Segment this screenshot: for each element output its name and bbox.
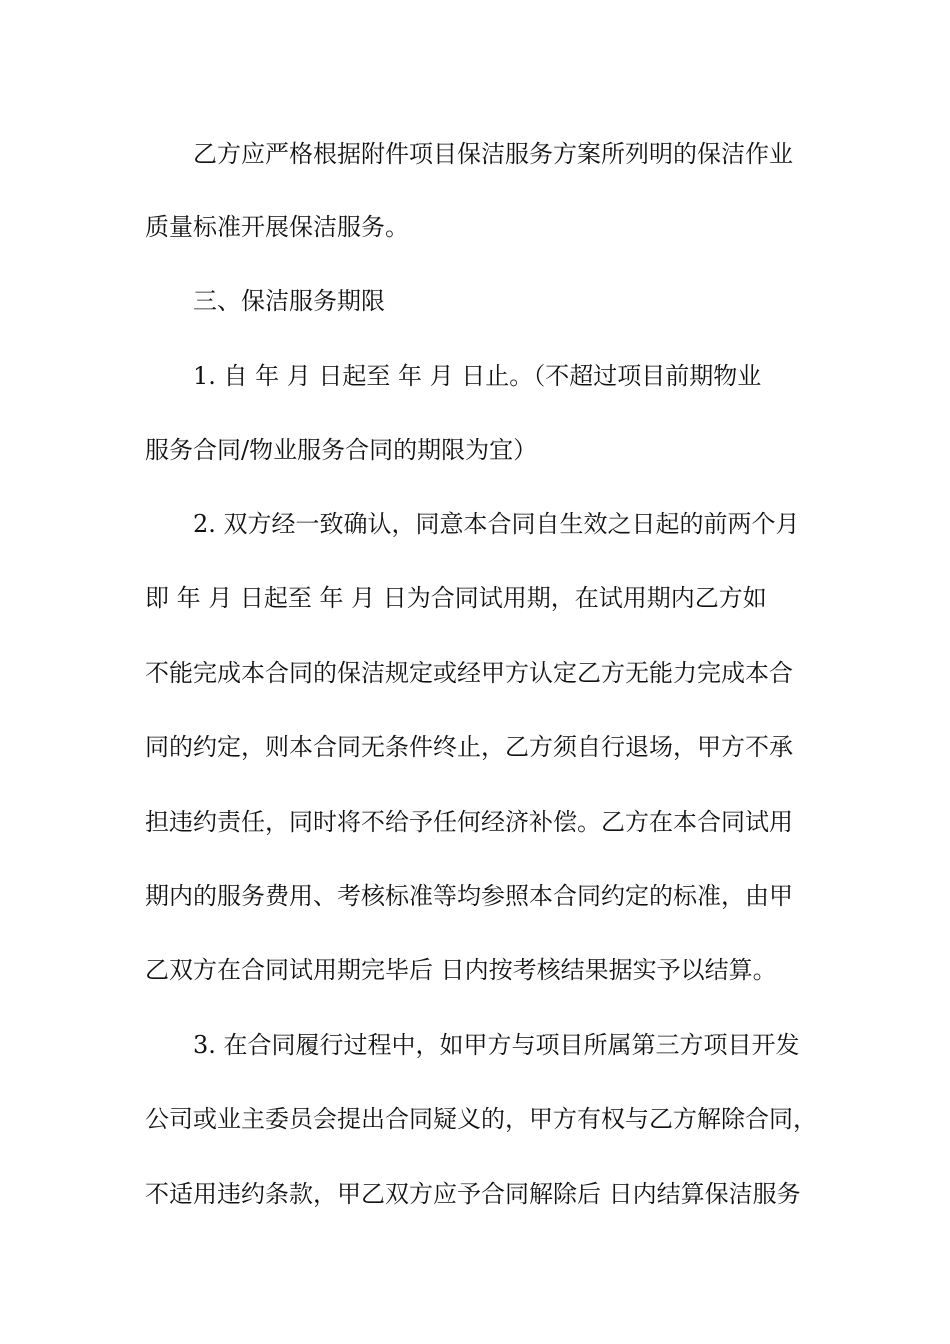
paragraph-line-8: 同的约定，则本合同无条件终止，乙方须自行退场，甲方不承 — [145, 733, 793, 761]
section-heading: 三、保洁服务期限 — [193, 287, 385, 315]
paragraph-line-10: 期内的服务费用、考核标准等均参照本合同约定的标准，由甲 — [145, 882, 793, 910]
paragraph-line-9: 担违约责任，同时将不给予任何经济补偿。乙方在本合同试用 — [145, 808, 793, 836]
paragraph-line-3: 1. 自 年 月 日起至 年 月 日止。（不超过项目前期物业 — [193, 362, 762, 390]
paragraph-line-2: 质量标准开展保洁服务。 — [145, 213, 409, 241]
paragraph-line-14: 不适用违约条款，甲乙双方应予合同解除后 日内结算保洁服务 — [145, 1180, 801, 1208]
paragraph-line-1: 乙方应严格根据附件项目保洁服务方案所列明的保洁作业 — [193, 140, 793, 168]
paragraph-line-4: 服务合同/物业服务合同的期限为宜） — [145, 436, 538, 464]
paragraph-line-7: 不能完成本合同的保洁规定或经甲方认定乙方无能力完成本合 — [145, 659, 793, 687]
paragraph-line-11: 乙双方在合同试用期完毕后 日内按考核结果据实予以结算。 — [145, 956, 777, 984]
paragraph-line-12: 3. 在合同履行过程中，如甲方与项目所属第三方项目开发 — [193, 1031, 800, 1059]
paragraph-line-6: 即 年 月 日起至 年 月 日为合同试用期，在试用期内乙方如 — [145, 584, 767, 612]
paragraph-line-5: 2. 双方经一致确认，同意本合同自生效之日起的前两个月 — [193, 510, 800, 538]
paragraph-line-13: 公司或业主委员会提出合同疑义的，甲方有权与乙方解除合同， — [145, 1105, 817, 1133]
